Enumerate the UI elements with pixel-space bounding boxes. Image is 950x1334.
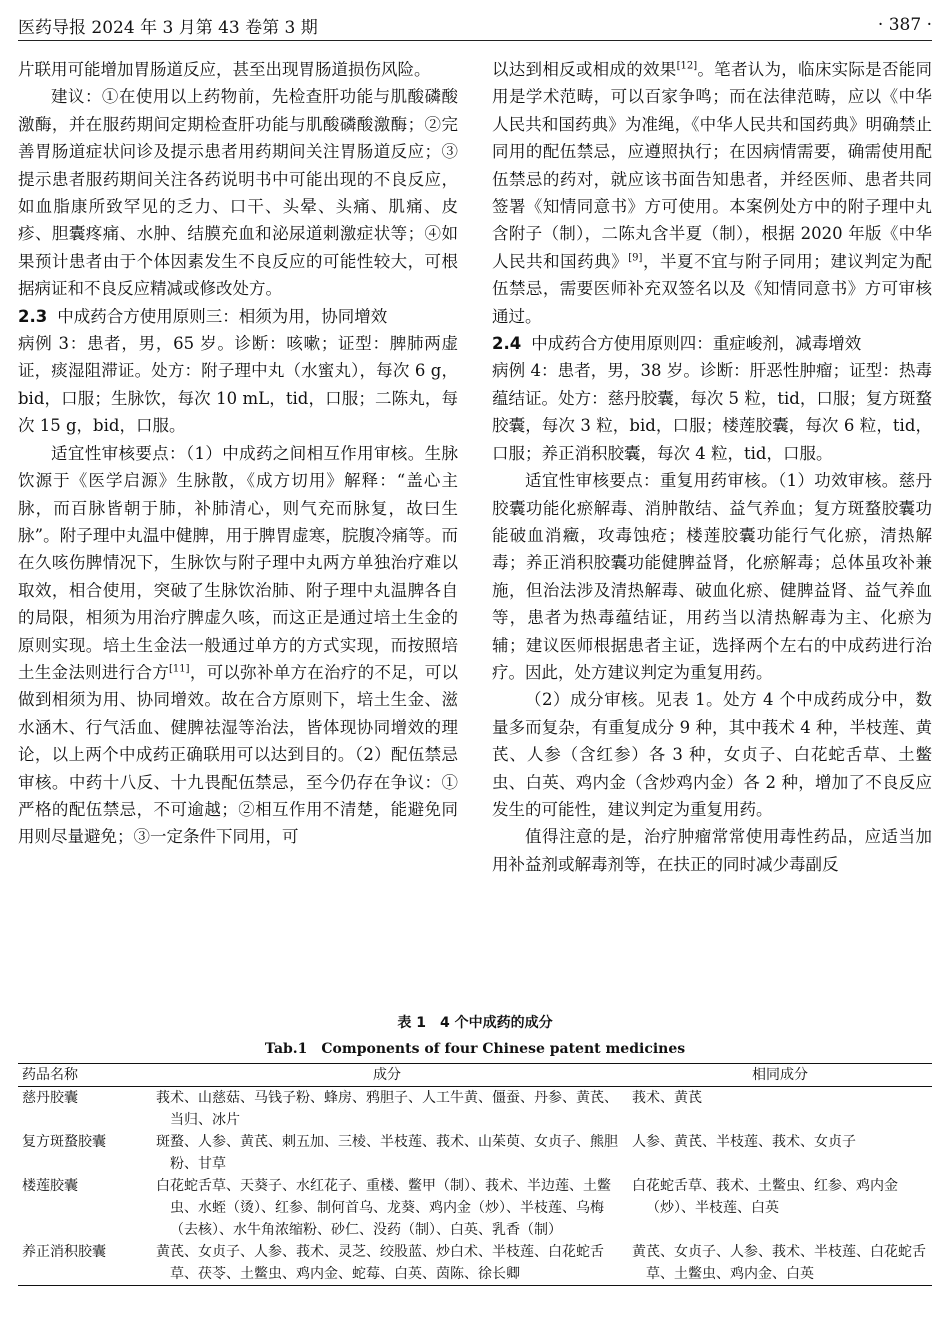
table-row [18, 1131, 932, 1175]
drug-name: 养正消积胶囊 [22, 1244, 106, 1260]
shared-text: 白花蛇舌草、莪术、土鳖虫、红参、鸡内金（炒）、半枝莲、白英 [632, 1178, 898, 1216]
text-run: 以达到相反或相成的效果 [492, 60, 677, 79]
shared-text: 莪术、黄芪 [632, 1090, 702, 1106]
table-caption [0, 1012, 950, 1058]
section-heading [18, 303, 458, 330]
table-row [18, 1175, 932, 1241]
header-name: 药品名称 [22, 1067, 78, 1083]
header-components: 成分 [373, 1067, 401, 1083]
citation[interactable]: [11] [169, 663, 190, 675]
section-heading [492, 330, 932, 357]
components-text: 黄芪、女贞子、人参、莪术、灵芝、绞股蓝、炒白术、半枝莲、白花蛇舌草、茯苓、土鳖虫、鸡内金、蛇莓、白英、茵陈、徐长卿 [156, 1244, 604, 1282]
drug-name: 慈丹胶囊 [22, 1090, 78, 1106]
drug-components [146, 1087, 628, 1132]
components-text: 白花蛇舌草、天葵子、水红花子、重楼、鳖甲（制）、莪术、半边莲、土鳖虫、水蛭（烫）、红参、制何首乌、龙葵、鸡内金（炒）、半枝莲、乌梅（去核）、水牛角浓缩粉、砂仁、没药（制）、白英、乳香（制） [156, 1178, 611, 1238]
section-number: 2.4 [492, 334, 522, 354]
page-header [18, 10, 932, 41]
paragraph: 值得注意的是，治疗肿瘤常常使用毒性药品，应适当加用补益剂或解毒剂等，在扶正的同时减少毒副反 [492, 827, 932, 874]
shared-components [628, 1241, 932, 1286]
components-text: 莪术、山慈菇、马钱子粉、蜂房、鸦胆子、人工牛黄、僵蚕、丹参、黄芪、当归、冰片 [156, 1090, 618, 1128]
shared-text: 黄芪、女贞子、人参、莪术、半枝莲、白花蛇舌草、土鳖虫、鸡内金、白英 [632, 1244, 926, 1282]
journal-info: 医药导报 2024 年 3 月第 43 卷第 3 期 [18, 17, 318, 38]
citation[interactable]: [9] [628, 252, 643, 264]
paragraph: 病例 3：患者，男，65 岁。诊断：咳嗽；证型：脾肺两虚证，痰湿阻滞证。处方：附子理中丸（水蜜丸），每次 6 g，bid，口服；生脉饮，每次 10 mL，tid，口服；二陈丸，每次 15 g，bid，口服。 [18, 334, 458, 436]
text-run: 适宜性审核要点：（1）中成药之间相互作用审核。生脉饮源于《医学启源》生脉散，《成方切用》解释：“盖心主脉，而百脉皆朝于肺，补肺清心，则气充而脉复，故曰生脉”。附子理中丸温中健脾，用于脾胃虚寒，脘腹冷痛等。而在久咳伤脾情况下，生脉饮与附子理中丸两方单独治疗难以取效，相合使用，突破了生脉饮治肺、附子理中丸温脾各自的局限，相须为用治疗脾虚久咳，而这正是通过培土生金的原则实现。培土生金法一般通过单方的方式实现，而按照培土生金法则进行合方 [18, 443, 458, 682]
paragraph: 病例 4：患者，男，38 岁。诊断：肝恶性肿瘤；证型：热毒蕴结证。处方：慈丹胶囊，每次 5 粒，tid，口服；复方斑蝥胶囊，每次 3 粒，bid，口服；楼莲胶囊，每次 6 粒，tid，口服；养正消积胶囊，每次 4 粒，tid，口服。 [492, 361, 932, 463]
drug-name: 楼莲胶囊 [22, 1178, 78, 1194]
table-row [18, 1087, 932, 1132]
section-number: 2.3 [18, 306, 48, 326]
section-title: 中成药合方使用原则四：重症峻剂，减毒增效 [531, 334, 862, 354]
text-run: 。笔者认为，临床实际是否能同用是学术范畴，可以百家争鸣；而在法律范畴，应以《中华人民共和国药典》为准绳，《中华人民共和国药典》明确禁止同用的配伍禁忌，应遵照执行；在因病情需要，确需使用配伍禁忌的药对，就应该书面告知患者，并经医师、患者共同签署《知情同意书》方可使用。本案例处方中的附子理中丸含附子（制），二陈丸含半夏（制），根据 2020 年版《中华人民共和国药典》 [492, 60, 933, 271]
paragraph: 片联用可能增加胃肠道反应，甚至出现胃肠道损伤风险。 [18, 60, 431, 79]
table-header-row [18, 1064, 932, 1087]
paragraph: 适宜性审核要点：重复用药审核。（1）功效审核。慈丹胶囊功能化瘀解毒、消肿散结、益气养血；复方斑蝥胶囊功能破血消癥，攻毒蚀疮；楼莲胶囊功能行气化瘀，清热解毒；养正消积胶囊功能健脾益肾，化瘀解毒；总体虽攻补兼施，但治法涉及清热解毒、破血化瘀、健脾益肾、益气养血等，患者为热毒蕴结证，用药当以清热解毒为主、化瘀为辅；建议医师根据患者主证，选择两个左右的中成药进行治疗。因此，处方建议判定为重复用药。 [492, 471, 932, 682]
shared-components [628, 1175, 932, 1241]
ingredients-table [18, 1063, 932, 1286]
components-text: 斑蝥、人参、黄芪、刺五加、三棱、半枝莲、莪术、山茱萸、女贞子、熊胆粉、甘草 [156, 1134, 618, 1172]
table-caption-cn: 表 1 4 个中成药的成分 [397, 1015, 553, 1031]
shared-text: 人参、黄芪、半枝莲、莪术、女贞子 [632, 1134, 856, 1150]
table-row [18, 1241, 932, 1286]
citation[interactable]: [12] [676, 60, 698, 72]
section-title: 中成药合方使用原则三：相须为用，协同增效 [57, 306, 388, 326]
drug-components [146, 1241, 628, 1286]
left-column [18, 56, 458, 851]
paragraph [492, 56, 932, 330]
page-number: · 387 · [877, 15, 932, 35]
shared-components [628, 1087, 932, 1132]
drug-components [146, 1131, 628, 1175]
right-column [492, 56, 932, 878]
text-run: ，半夏不宜与附子同用；建议判定为配伍禁忌，需要医师补充双签名以及《知情同意书》方可审核通过。 [492, 251, 933, 326]
drug-name: 复方斑蝥胶囊 [22, 1134, 106, 1150]
shared-components [628, 1131, 932, 1175]
paragraph: （2）成分审核。见表 1。处方 4 个中成药成分中，数量多而复杂，有重复成分 9 种，其中莪术 4 种，半枝莲、黄芪、人参（含红参）各 3 种，女贞子、白花蛇舌草、土鳖虫、白英、鸡内金（含炒鸡内金）各 2 种，增加了不良反应发生的可能性，建议判定为重复用药。 [492, 690, 932, 819]
table-caption-en: Tab.1 Components of four Chinese patent medicines [264, 1041, 686, 1057]
paragraph: 建议：①在使用以上药物前，先检查肝功能与肌酸磷酸激酶，并在服药期间定期检查肝功能与肌酸磷酸激酶；②完善胃肠道症状问诊及提示患者用药期间关注胃肠道反应；③提示患者服药期间关注各药说明书中可能出现的不良反应，如血脂康所致罕见的乏力、口干、头晕、头痛、肌痛、皮疹、胆囊疼痛、水肿、结膜充血和泌尿道刺激症状等；④如果预计患者由于个体因素发生不良反应的可能性较大，可根据病证和不良反应精减或修改处方。 [18, 87, 458, 299]
drug-components [146, 1175, 628, 1241]
paragraph [18, 440, 458, 851]
text-run: ，可以弥补单方在治疗的不足，可以做到相须为用、协同增效。故在合方原则下，培土生金、滋水涵木、行气活血、健脾祛湿等治法，皆体现协同增效的理论，以上两个中成药正确联用可以达到目的。（2）配伍禁忌审核。中药十八反、十九畏配伍禁忌，至今仍存在争议：①严格的配伍禁忌，不可逾越；②相互作用不清楚，能避免同用则尽量避免；③一定条件下同用，可 [18, 662, 459, 847]
header-shared: 相同成分 [752, 1067, 808, 1083]
